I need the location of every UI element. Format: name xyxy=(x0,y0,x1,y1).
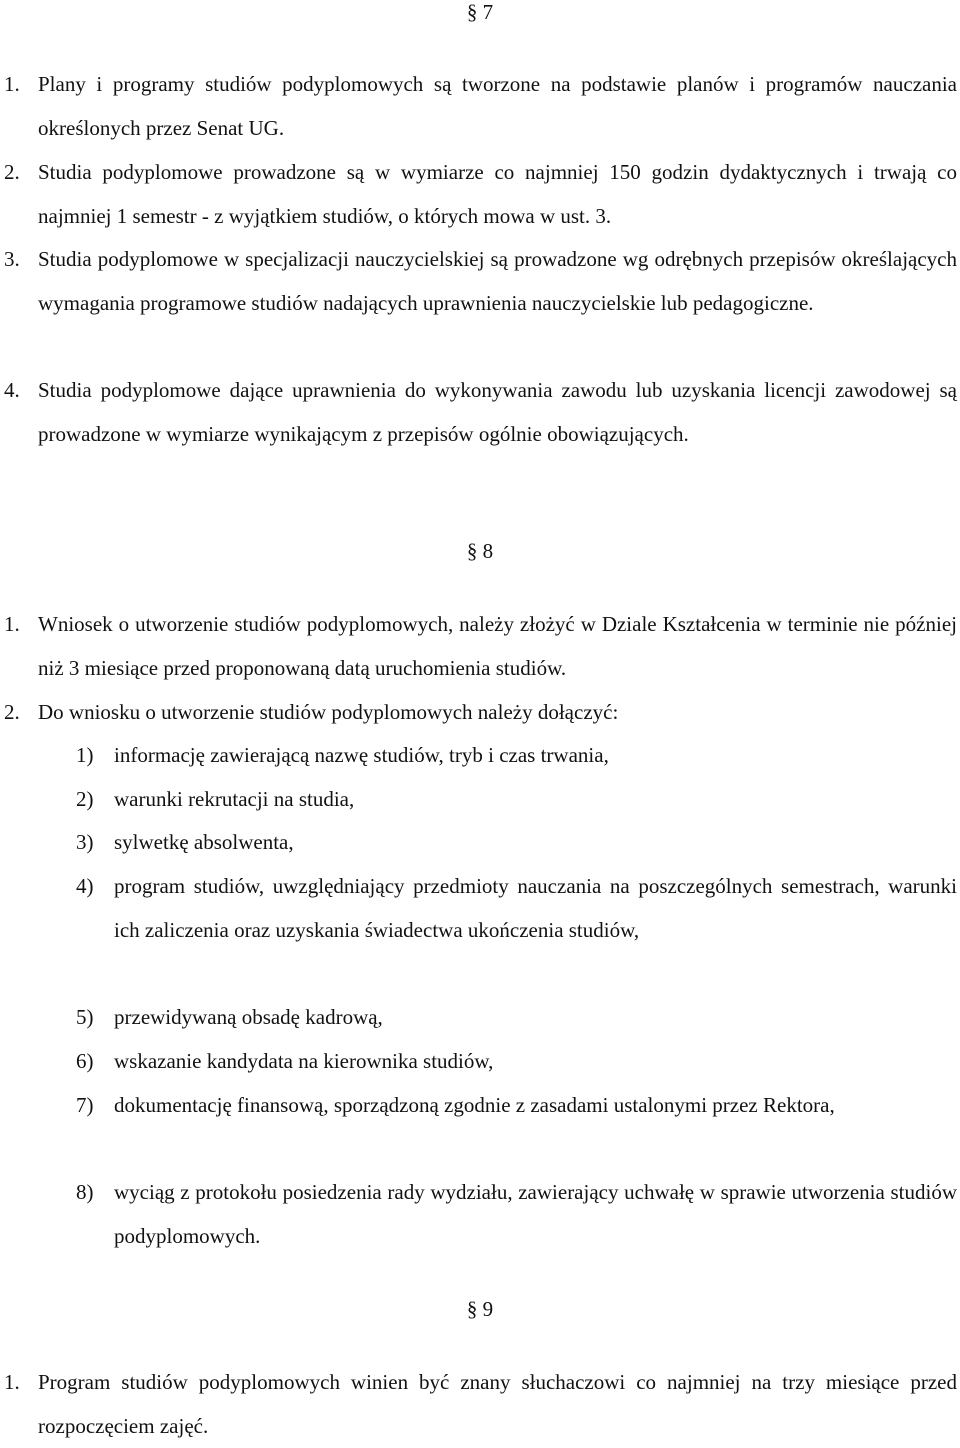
section-heading-9: § 9 xyxy=(466,1297,494,1321)
section-heading-7: § 7 xyxy=(466,0,494,24)
list-item-number: 4) xyxy=(76,874,94,898)
paragraph-text: Wniosek o utworzenie studiów podyplomowych, należy złożyć w Dziale Kształcenia w terminie nie później niż 3 miesiące przed proponowaną datą uruchomienia studiów. xyxy=(38,612,957,680)
list-item-5 xyxy=(0,995,957,1039)
list-item-number: 1) xyxy=(76,743,94,767)
paragraph-7-3 xyxy=(0,237,957,325)
paragraph-number: 2. xyxy=(4,700,20,724)
list-item-number: 5) xyxy=(76,1005,94,1029)
list-item-8 xyxy=(0,1170,957,1258)
list-item-number: 7) xyxy=(76,1093,94,1117)
paragraph-text: Studia podyplomowe w specjalizacji nauczycielskiej są prowadzone wg odrębnych przepisów określających wymagania programowe studiów nadających uprawnienia nauczycielskie lub pedagogiczne. xyxy=(38,247,957,315)
paragraph-number: 1. xyxy=(4,612,20,636)
paragraph-number: 4. xyxy=(4,378,20,402)
paragraph-text: Studia podyplomowe dające uprawnienia do wykonywania zawodu lub uzyskania licencji zawodowej są prowadzone w wymiarze wynikającym z przepisów ogólnie obowiązujących. xyxy=(38,378,957,446)
list-item-text: dokumentację finansową, sporządzoną zgodnie z zasadami ustalonymi przez Rektora, xyxy=(114,1093,835,1117)
paragraph-7-4 xyxy=(0,368,957,456)
paragraph-7-1 xyxy=(0,62,957,150)
list-item-text: przewidywaną obsadę kadrową, xyxy=(114,1005,383,1029)
list-item-number: 3) xyxy=(76,830,94,854)
section-heading-8: § 8 xyxy=(466,539,494,563)
list-item-number: 8) xyxy=(76,1180,94,1204)
list-item-text: informację zawierającą nazwę studiów, tryb i czas trwania, xyxy=(114,743,609,767)
paragraph-text: Studia podyplomowe prowadzone są w wymiarze co najmniej 150 godzin dydaktycznych i trwają co najmniej 1 semestr - z wyjątkiem studiów, o których mowa w ust. 3. xyxy=(38,160,957,228)
list-item-text: wyciąg z protokołu posiedzenia rady wydziału, zawierający uchwałę w sprawie utworzenia studiów podyplomowych. xyxy=(114,1180,957,1248)
paragraph-text: Plany i programy studiów podyplomowych są tworzone na podstawie planów i programów nauczania określonych przez Senat UG. xyxy=(38,72,957,140)
list-item-4 xyxy=(0,864,957,952)
list-item-number: 6) xyxy=(76,1049,94,1073)
list-item-2 xyxy=(0,777,957,821)
paragraph-8-1 xyxy=(0,602,957,690)
list-item-3 xyxy=(0,820,957,864)
list-item-text: warunki rekrutacji na studia, xyxy=(114,787,355,811)
paragraph-number: 3. xyxy=(4,247,20,271)
paragraph-8-2 xyxy=(0,690,957,734)
paragraph-text: Program studiów podyplomowych winien być znany słuchaczowi co najmniej na trzy miesiące przed rozpoczęciem zajęć. xyxy=(38,1370,957,1438)
paragraph-9-1 xyxy=(0,1360,957,1448)
list-item-number: 2) xyxy=(76,787,94,811)
list-item-1 xyxy=(0,733,957,777)
list-item-6 xyxy=(0,1039,957,1083)
paragraph-number: 1. xyxy=(4,1370,20,1394)
paragraph-number: 2. xyxy=(4,160,20,184)
list-item-text: sylwetkę absolwenta, xyxy=(114,830,294,854)
list-item-text: wskazanie kandydata na kierownika studiów, xyxy=(114,1049,494,1073)
paragraph-number: 1. xyxy=(4,72,20,96)
list-item-text: program studiów, uwzględniający przedmioty nauczania na poszczególnych semestrach, warunki ich zaliczenia oraz uzyskania świadectwa ukończenia studiów, xyxy=(114,874,957,942)
list-item-7 xyxy=(0,1083,957,1127)
paragraph-7-2 xyxy=(0,150,957,238)
paragraph-text: Do wniosku o utworzenie studiów podyplomowych należy dołączyć: xyxy=(38,700,619,724)
